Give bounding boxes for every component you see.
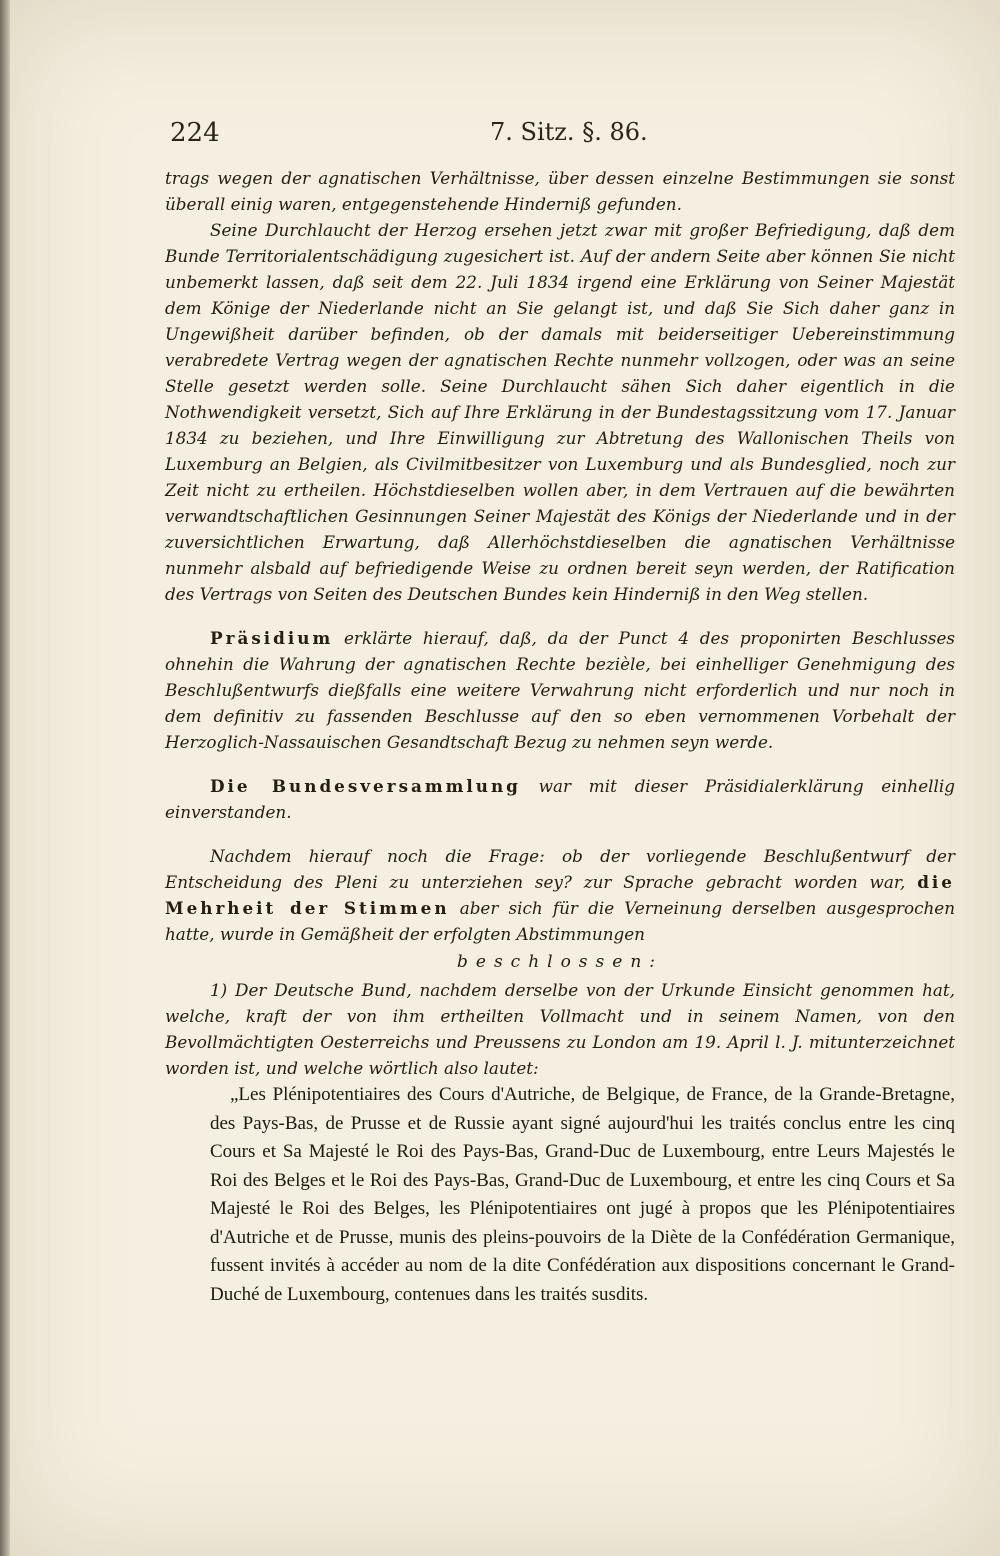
- speaker-bundesversammlung: Die Bundesversammlung: [210, 776, 521, 796]
- page-number: 224: [170, 118, 220, 148]
- vote-text-a: Nachdem hierauf noch die Frage: ob der vorliegende Beschlußentwurf der Entscheidung des Pleni zu unterziehen sey? zur Sprache gebracht worden war,: [165, 846, 955, 892]
- vote-text-b: aber sich für die Verneinung derselben ausgesprochen hatte, wurde in Gemäßheit der erfolgten Abstimmungen: [165, 898, 956, 944]
- page-body: [165, 165, 955, 1309]
- praesidium-text: erklärte hierauf, daß, da der Punct 4 des proponirten Beschlusses ohnehin die Wahrung der agnatischen Rechte bezièle, bei einhelliger Genehmigung des Beschlußentwurfs dießfalls eine weitere Verwahrung nicht erforderlich und nur noch in dem definitiv zu fassenden Beschlusse auf den so eben vernommenen Vorbehalt der Herzoglich-Nassauischen Gesandtschaft Bezug zu nehmen seyn werde.: [165, 628, 955, 752]
- paragraph-duke-statement: Seine Durchlaucht der Herzog ersehen jetzt zwar mit großer Befriedigung, daß dem Bunde Territorialentschädigung zugesichert ist. Auf der andern Seite aber können Sie nicht unbemerkt lassen, daß seit dem 22. Juli 1834 irgend eine Erklärung von Seiner Majestät dem Könige der Niederlande nicht an Sie gelangt ist, und daß Sie Sich daher ganz in Ungewißheit darüber befinden, ob der damals mit beiderseitiger Uebereinstimmung verabredete Vertrag wegen der agnatischen Rechte nunmehr vollzogen, oder was an seine Stelle gesetzt werden solle. Seine Durchlaucht sähen Sich daher eigentlich in die Nothwendigkeit versetzt, Sich auf Ihre Erklärung in der Bundestagssitzung vom 17. Januar 1834 zu beziehen, und Ihre Einwilligung zur Abtretung des Wallonischen Theils von Luxemburg an Belgien, als Civilmitbesitzer von Luxemburg und als Bundesglied, noch zur Zeit nicht zu ertheilen. Höchstdieselben wollen aber, in dem Vertrauen auf die bewährten verwandtschaftlichen Gesinnungen Seiner Majestät des Königs der Niederlande und in der zuversichtlichen Erwartung, daß Allerhöchstdieselben die agnatischen Verhältnisse nunmehr alsbald auf befriedigende Weise zu ordnen bereit seyn werden, der Ratification des Vertrags von Seiten des Deutschen Bundes kein Hinderniß in den Weg stellen.: [165, 220, 955, 604]
- majority-phrase: die Mehrheit der Stimmen: [165, 872, 955, 918]
- paragraph-vote: [165, 843, 955, 947]
- paragraph-continuation: trags wegen der agnatischen Verhältnisse, über dessen einzelne Bestimmungen sie sonst überall einig waren, entgegenstehende Hinderniß gefunden.: [165, 168, 955, 214]
- page-header: [170, 118, 950, 158]
- page-edge-shadow: [0, 0, 10, 1556]
- speaker-praesidium: Präsidium: [210, 628, 334, 648]
- paragraph-bundesversammlung: [165, 773, 955, 825]
- bundesversammlung-text: war mit dieser Präsidialerklärung einhellig einverstanden.: [165, 776, 955, 822]
- paragraph-praesidium: [165, 625, 955, 755]
- running-head: 7. Sitz. §. 86.: [490, 118, 648, 146]
- french-quotation: „Les Plénipotentiaires des Cours d'Autriche, de Belgique, de France, de la Grande-Bretagne, des Pays-Bas, de Prusse et de Russie ayant signé aujourd'hui les traités conclus entre les cinq Cours et Sa Majesté le Roi des Pays-Bas, Grand-Duc de Luxembourg, entre Leurs Majestés le Roi des Belges et le Roi des Pays-Bas, Grand-Duc de Luxembourg, et entre les cinq Cours et Sa Majesté le Roi des Belges, les Plénipotentiaires ont jugé à propos que les Plénipotentiaires d'Autriche et de Prusse, munis des pleins-pouvoirs de la Diète de la Confédération Germanique, fussent invités à accéder au nom de la dite Confédération aux dispositions concernant le Grand-Duché de Luxembourg, contenues dans les traités susdits.: [210, 1084, 955, 1305]
- beschlossen-heading: beschlossen:: [457, 952, 663, 972]
- paragraph-resolution-1: 1) Der Deutsche Bund, nachdem derselbe von der Urkunde Einsicht genommen hat, welche, kraft der von ihm ertheilten Vollmacht und in seinem Namen, von den Bevollmächtigten Oesterreichs und Preussens zu London am 19. April l. J. mitunterzeichnet worden ist, und welche wörtlich also lautet:: [165, 980, 955, 1078]
